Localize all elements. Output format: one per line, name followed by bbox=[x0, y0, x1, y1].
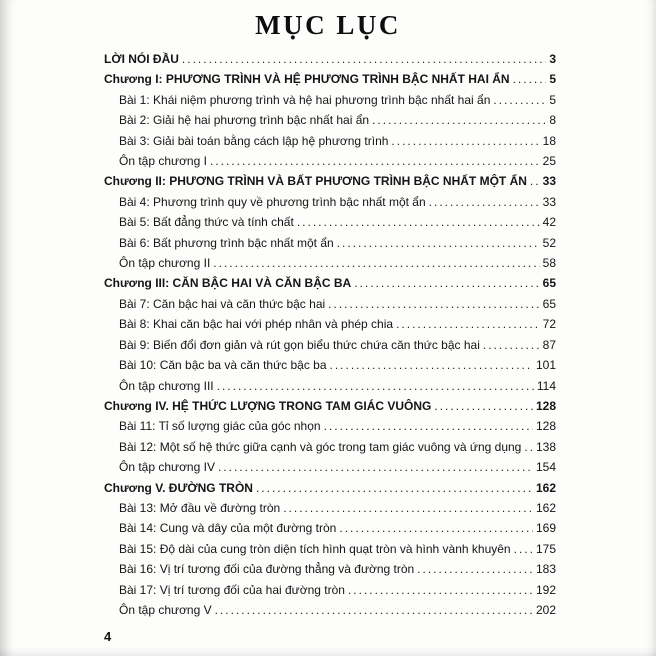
toc-entry-page: 25 bbox=[542, 154, 556, 169]
toc-dot-leader bbox=[218, 457, 533, 477]
toc-entry-page: 169 bbox=[535, 521, 556, 536]
toc-entry-page: 192 bbox=[535, 582, 556, 597]
toc-entry-label: Ôn tập chương V bbox=[119, 602, 212, 617]
toc-entry-label: Bài 11: Tỉ số lượng giác của góc nhọn bbox=[119, 419, 321, 434]
toc-entry bbox=[104, 314, 556, 334]
toc-entry-label: Ôn tập chương I bbox=[119, 154, 207, 169]
toc-entry-label: Bài 16: Vị trí tương đối của đường thẳng và đường tròn bbox=[119, 562, 415, 577]
toc-dot-leader bbox=[493, 90, 546, 110]
toc-entry-page: 128 bbox=[535, 419, 556, 434]
toc-entry-page: 202 bbox=[535, 602, 556, 617]
toc-entry-page: 175 bbox=[535, 541, 556, 556]
toc-dot-leader bbox=[514, 539, 533, 559]
toc-entry-label: Bài 9: Biến đổi đơn giản và rút gọn biểu thức chứa căn thức bậc hai bbox=[119, 337, 480, 352]
toc-entry-page: 65 bbox=[542, 276, 556, 291]
toc-entry-label: Bài 5: Bất đẳng thức và tính chất bbox=[119, 215, 294, 230]
toc-entry bbox=[104, 600, 556, 620]
toc-entry-label: Ôn tập chương III bbox=[119, 378, 214, 393]
toc-dot-leader bbox=[215, 600, 533, 620]
toc-entry-label: Bài 3: Giải bài toán bằng cách lập hệ phương trình bbox=[119, 133, 389, 148]
toc-entry-label: Bài 14: Cung và dây của một đường tròn bbox=[119, 521, 337, 536]
toc-entry-page: 58 bbox=[542, 256, 556, 271]
toc-entry-label: Bài 10: Căn bậc ba và căn thức bậc ba bbox=[119, 358, 327, 373]
toc-entry-page: 52 bbox=[542, 235, 556, 250]
toc-dot-leader bbox=[434, 396, 533, 416]
toc-entry bbox=[104, 559, 556, 579]
toc-entry-page: 3 bbox=[549, 52, 556, 66]
toc-entry bbox=[104, 171, 556, 191]
toc-entry bbox=[104, 90, 556, 110]
toc-entry-label: Bài 17: Vị trí tương đối của hai đường tròn bbox=[119, 582, 345, 597]
page-number: 4 bbox=[104, 629, 112, 644]
toc-entry-page: 65 bbox=[542, 296, 556, 311]
toc-entry-label: Bài 6: Bất phương trình bậc nhất một ẩn bbox=[119, 235, 334, 250]
toc-entry bbox=[104, 355, 556, 375]
toc-dot-leader bbox=[297, 212, 540, 232]
toc-entry bbox=[104, 294, 556, 314]
toc-entry bbox=[104, 478, 556, 498]
toc-dot-leader bbox=[429, 192, 540, 212]
toc-dot-leader bbox=[530, 171, 540, 191]
toc-entry bbox=[104, 212, 556, 232]
toc-entry bbox=[104, 110, 556, 130]
toc-dot-leader bbox=[513, 69, 547, 89]
toc-entry-page: 87 bbox=[542, 337, 556, 352]
toc-entry-page: 128 bbox=[535, 398, 556, 413]
toc-entry-page: 42 bbox=[542, 215, 556, 230]
toc-dot-leader bbox=[417, 559, 533, 579]
toc-dot-leader bbox=[213, 253, 539, 273]
toc-entry bbox=[104, 539, 556, 559]
toc-entry-page: 114 bbox=[536, 378, 556, 393]
toc-entry-page: 18 bbox=[542, 133, 556, 148]
toc-entry-label: Chương II: PHƯƠNG TRÌNH VÀ BẤT PHƯƠNG TRÌNH BẬC NHẤT MỘT ẨN bbox=[104, 174, 527, 189]
toc-entry-page: 72 bbox=[542, 317, 556, 332]
toc-entry-label: Bài 15: Độ dài của cung tròn diện tích hình quạt tròn và hình vành khuyên bbox=[119, 541, 511, 556]
toc-entry bbox=[104, 335, 556, 355]
toc-entry-label: Bài 2: Giải hệ hai phương trình bậc nhất hai ẩn bbox=[119, 113, 370, 128]
toc-entry bbox=[104, 69, 556, 89]
toc-dot-leader bbox=[337, 233, 540, 253]
toc-entry bbox=[104, 518, 556, 538]
toc-entry-page: 33 bbox=[542, 174, 556, 189]
toc-entry bbox=[104, 192, 556, 212]
toc-entry bbox=[104, 49, 556, 69]
toc-entry-label: Ôn tập chương IV bbox=[119, 460, 215, 475]
toc-dot-leader bbox=[283, 498, 533, 518]
toc-dot-leader bbox=[372, 110, 546, 130]
toc-dot-leader bbox=[324, 416, 533, 436]
toc-entry bbox=[104, 416, 556, 436]
toc-entry-label: Bài 13: Mở đầu về đường tròn bbox=[119, 500, 281, 515]
toc-entry-page: 5 bbox=[549, 92, 556, 107]
toc-entry bbox=[104, 376, 556, 396]
toc-entry-label: Chương V. ĐƯỜNG TRÒN bbox=[104, 480, 253, 495]
toc-entry-page: 5 bbox=[549, 72, 556, 87]
toc-entry-page: 162 bbox=[535, 500, 556, 515]
toc-entry-label: Bài 7: Căn bậc hai và căn thức bậc hai bbox=[119, 296, 326, 311]
toc-entry bbox=[104, 396, 556, 416]
toc-entry-label: Ôn tập chương II bbox=[119, 256, 211, 271]
toc-entry bbox=[104, 457, 556, 477]
toc-entry-label: Bài 12: Một số hệ thức giữa cạnh và góc trong tam giác vuông và ứng dụng bbox=[119, 439, 522, 454]
toc-list bbox=[104, 49, 556, 620]
toc-entry bbox=[104, 498, 556, 518]
toc-entry-label: Bài 4: Phương trình quy về phương trình bậc nhất một ẩn bbox=[119, 194, 426, 209]
toc-entry-page: 138 bbox=[535, 439, 556, 454]
toc-dot-leader bbox=[339, 518, 533, 538]
toc-dot-leader bbox=[524, 437, 533, 457]
toc-dot-leader bbox=[328, 294, 539, 314]
toc-entry bbox=[104, 580, 556, 600]
toc-entry-page: 33 bbox=[542, 194, 556, 209]
toc-dot-leader bbox=[217, 376, 534, 396]
toc-dot-leader bbox=[210, 151, 540, 171]
toc-dot-leader bbox=[354, 273, 539, 293]
toc-entry bbox=[104, 253, 556, 273]
toc-entry bbox=[104, 233, 556, 253]
toc-entry-page: 162 bbox=[535, 480, 556, 495]
toc-dot-leader bbox=[396, 314, 540, 334]
toc-entry bbox=[104, 273, 556, 293]
toc-entry-label: Bài 8: Khai căn bậc hai với phép nhân và phép chia bbox=[119, 317, 394, 332]
toc-entry-label: LỜI NÓI ĐẦU bbox=[104, 52, 179, 66]
toc-entry bbox=[104, 151, 556, 171]
toc-entry-page: 183 bbox=[535, 562, 556, 577]
toc-entry-page: 154 bbox=[535, 460, 556, 475]
page-title: MỤC LỤC bbox=[255, 10, 401, 40]
toc-entry-label: Bài 1: Khái niệm phương trình và hệ hai phương trình bậc nhất hai ẩn bbox=[119, 92, 491, 107]
toc-entry-page: 101 bbox=[535, 358, 556, 373]
toc-entry-page: 8 bbox=[549, 113, 556, 128]
toc-dot-leader bbox=[391, 131, 539, 151]
toc-dot-leader bbox=[330, 355, 533, 375]
toc-dot-leader bbox=[483, 335, 540, 355]
toc-entry-label: Chương I: PHƯƠNG TRÌNH VÀ HỆ PHƯƠNG TRÌNH BẬC NHẤT HAI ẨN bbox=[104, 72, 510, 87]
toc-dot-leader bbox=[348, 580, 533, 600]
toc-entry bbox=[104, 437, 556, 457]
toc-entry-label: Chương IV. HỆ THỨC LƯỢNG TRONG TAM GIÁC VUÔNG bbox=[104, 398, 432, 413]
toc-entry bbox=[104, 131, 556, 151]
toc-dot-leader bbox=[182, 49, 546, 69]
toc-dot-leader bbox=[256, 478, 533, 498]
toc-entry-label: Chương III: CĂN BẬC HAI VÀ CĂN BẬC BA bbox=[104, 276, 352, 291]
